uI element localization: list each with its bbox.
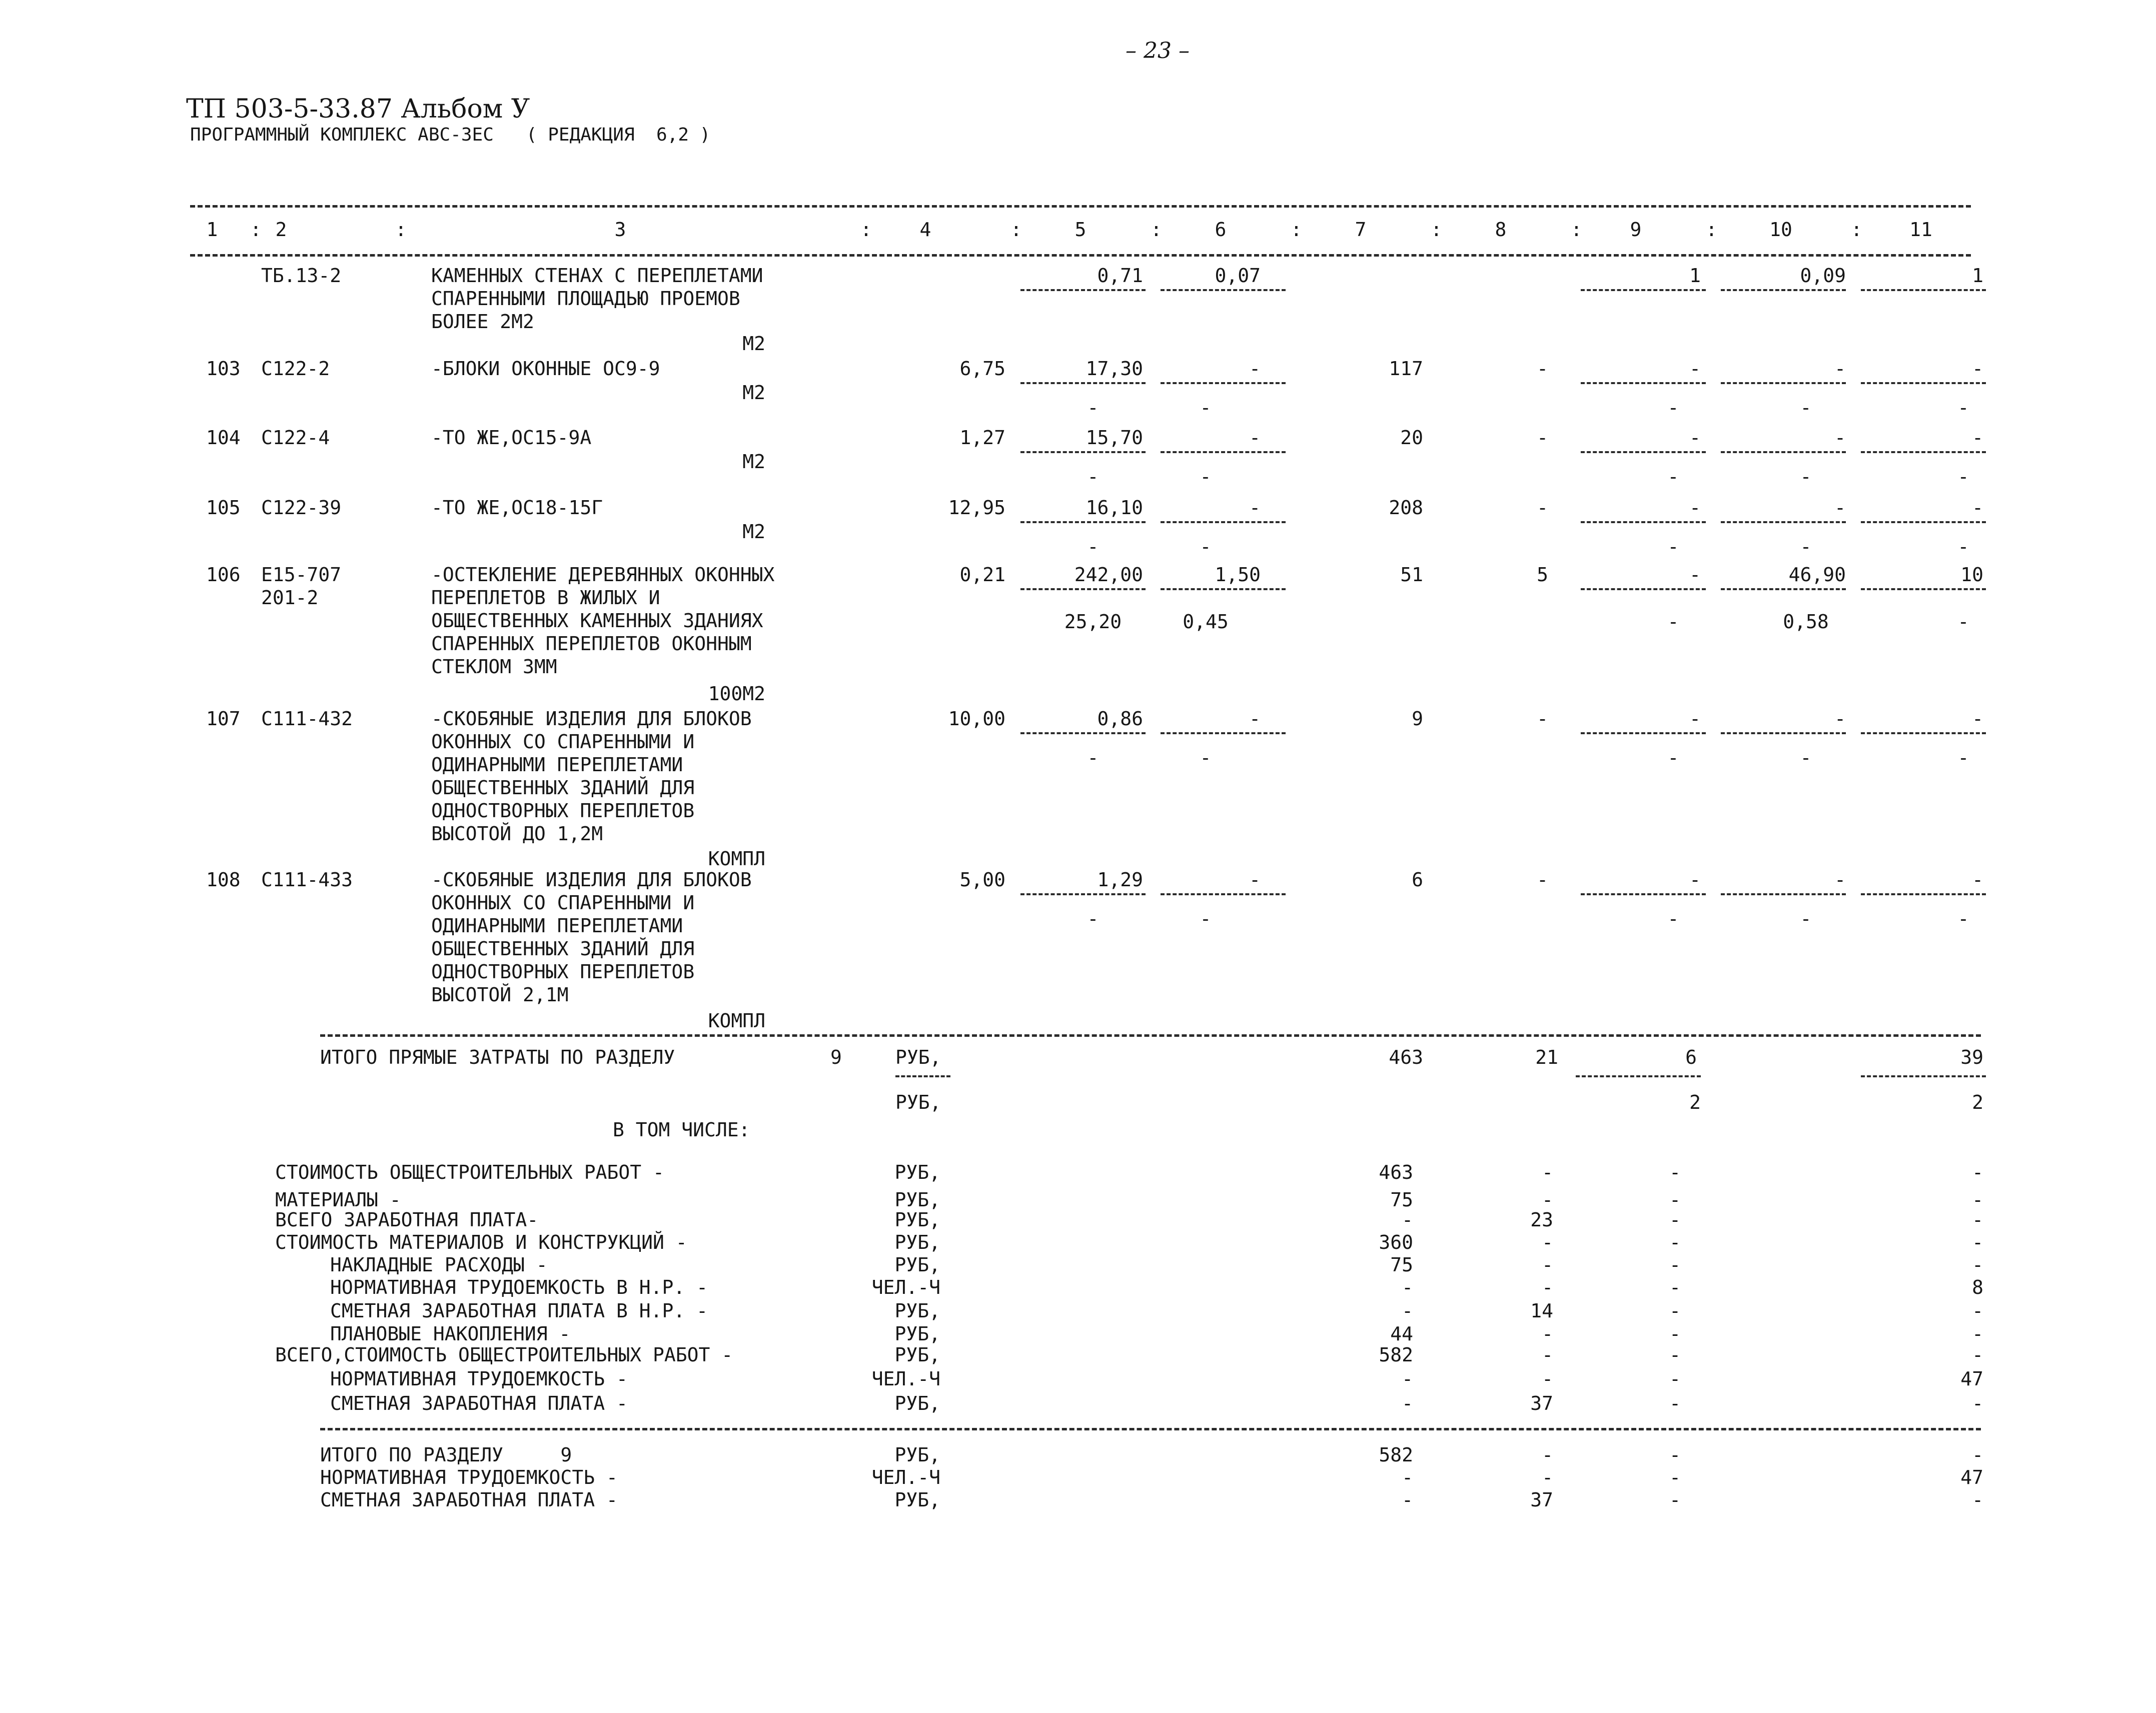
breakdown-cost: 463	[1379, 1161, 1413, 1183]
section-total-col9-bottom: 2	[1689, 1091, 1701, 1113]
row-col11: -	[1972, 427, 1983, 449]
row-description: ВЫСОТОЙ ДО 1,2М	[431, 823, 603, 845]
row-unit: М2	[742, 333, 765, 355]
row-number: 103	[206, 358, 241, 380]
row-unit-cost-2: -	[1249, 869, 1261, 891]
row-col10-bottom: -	[1800, 466, 1812, 488]
row-unit-cost: 242,00	[1074, 564, 1143, 586]
cell-divider	[1020, 732, 1146, 734]
cell-divider	[1161, 289, 1286, 291]
cell-divider	[1020, 588, 1146, 590]
program-line: ПРОГРАММНЫЙ КОМПЛЕКС АВС-3ЕС ( РЕДАКЦИЯ 6,2 )	[190, 125, 711, 145]
final-total-col11: -	[1972, 1489, 1983, 1511]
final-total-col9: -	[1669, 1444, 1681, 1466]
breakdown-label: ВСЕГО,СТОИМОСТЬ ОБЩЕСТРОИТЕЛЬНЫХ РАБОТ -	[275, 1344, 733, 1366]
row-total-wage: 5	[1537, 564, 1548, 586]
column-separator: :	[1851, 219, 1862, 241]
row-unit-cost: 16,10	[1086, 497, 1143, 519]
row-unit-cost-wage-2: -	[1200, 397, 1212, 419]
column-header-7: 7	[1355, 219, 1367, 241]
cell-divider	[1161, 893, 1286, 895]
cell-divider	[1721, 451, 1846, 453]
final-total-unit: ЧЕЛ.-Ч	[871, 1466, 940, 1488]
final-total-col11: -	[1972, 1444, 1983, 1466]
cell-divider	[1020, 289, 1146, 291]
row-description: ОБЩЕСТВЕННЫХ КАМЕННЫХ ЗДАНИЯХ	[431, 610, 763, 632]
cell-divider	[1161, 382, 1286, 384]
final-total-label: НОРМАТИВНАЯ ТРУДОЕМКОСТЬ -	[320, 1466, 618, 1488]
row-unit-cost-wage: -	[1087, 397, 1099, 419]
breakdown-col9: -	[1669, 1189, 1681, 1211]
cell-divider	[1721, 289, 1846, 291]
row-description: -ТО ЖЕ,ОС15-9А	[431, 427, 592, 449]
breakdown-label: ВСЕГО ЗАРАБОТНАЯ ПЛАТА-	[275, 1209, 539, 1231]
row-unit-cost-2: -	[1249, 708, 1261, 730]
row-total-cost: 117	[1389, 358, 1423, 380]
header-rule-bottom	[190, 254, 1971, 257]
row-col11-bottom: -	[1957, 611, 1969, 633]
breakdown-col9: -	[1669, 1300, 1681, 1322]
row-description: ПЕРЕПЛЕТОВ В ЖИЛЫХ И	[431, 587, 660, 609]
row-code: С111-432	[261, 708, 353, 730]
cell-divider	[1581, 732, 1706, 734]
breakdown-unit: ЧЕЛ.-Ч	[871, 1276, 940, 1298]
final-total-unit: РУБ,	[894, 1444, 940, 1466]
row-description: КАМЕННЫХ СТЕНАХ С ПЕРЕПЛЕТАМИ	[431, 265, 763, 287]
row-col10: -	[1834, 708, 1846, 730]
row-col9: -	[1689, 497, 1701, 519]
final-total-col9: -	[1669, 1466, 1681, 1488]
row-description: ОДНОСТВОРНЫХ ПЕРЕПЛЕТОВ	[431, 800, 695, 822]
breakdown-col9: -	[1669, 1323, 1681, 1345]
row-unit-cost-2: 1,50	[1215, 564, 1261, 586]
breakdown-unit: ЧЕЛ.-Ч	[871, 1368, 940, 1390]
cell-divider	[1581, 521, 1706, 523]
row-code: Е15-707	[261, 564, 342, 586]
cell-divider	[1581, 382, 1706, 384]
row-col10: -	[1834, 497, 1846, 519]
row-col10: -	[1834, 358, 1846, 380]
row-col11-bottom: -	[1957, 466, 1969, 488]
breakdown-wage: -	[1542, 1323, 1553, 1345]
row-col11-bottom: -	[1957, 908, 1969, 930]
column-header-11: 11	[1909, 219, 1932, 241]
cell-divider	[1721, 382, 1846, 384]
row-code: ТБ.13-2	[261, 265, 342, 287]
row-unit-cost-wage: -	[1087, 747, 1099, 769]
breakdown-col11: -	[1972, 1323, 1983, 1345]
row-col11: 1	[1972, 265, 1983, 287]
row-col11: -	[1972, 708, 1983, 730]
column-header-4: 4	[919, 219, 931, 241]
section-total-cost: 463	[1389, 1046, 1423, 1068]
row-number: 105	[206, 497, 241, 519]
row-unit-cost-wage: -	[1087, 536, 1099, 558]
row-description: СПАРЕННЫХ ПЕРЕПЛЕТОВ ОКОННЫМ	[431, 633, 752, 655]
row-description: БОЛЕЕ 2М2	[431, 311, 534, 333]
breakdown-cost: 75	[1390, 1189, 1413, 1211]
row-unit-cost-wage-2: 0,45	[1183, 611, 1229, 633]
row-col11-bottom: -	[1957, 536, 1969, 558]
row-unit-cost-wage-2: -	[1200, 466, 1212, 488]
breakdown-wage: -	[1542, 1161, 1553, 1183]
row-total-cost: 208	[1389, 497, 1423, 519]
breakdown-col9: -	[1669, 1231, 1681, 1253]
breakdown-wage: -	[1542, 1276, 1553, 1298]
breakdown-unit: РУБ,	[894, 1344, 940, 1366]
breakdown-cost: 75	[1390, 1254, 1413, 1276]
breakdown-unit: РУБ,	[894, 1209, 940, 1231]
row-description: СПАРЕННЫМИ ПЛОЩАДЬЮ ПРОЕМОВ	[431, 288, 740, 310]
row-unit: М2	[742, 521, 765, 543]
breakdown-col11: -	[1972, 1392, 1983, 1414]
section-total-col11: 39	[1960, 1046, 1983, 1068]
breakdown-wage: -	[1542, 1368, 1553, 1390]
column-separator: :	[1291, 219, 1302, 241]
row-col9: 1	[1689, 265, 1701, 287]
row-description: ОДИНАРНЫМИ ПЕРЕПЛЕТАМИ	[431, 754, 683, 776]
row-total-wage: -	[1537, 427, 1548, 449]
row-unit: 100М2	[708, 683, 765, 705]
row-quantity: 12,95	[948, 497, 1005, 519]
row-description: -СКОБЯНЫЕ ИЗДЕЛИЯ ДЛЯ БЛОКОВ	[431, 869, 752, 891]
final-total-wage: 37	[1530, 1489, 1553, 1511]
row-description: ОДИНАРНЫМИ ПЕРЕПЛЕТАМИ	[431, 915, 683, 937]
row-col9-bottom: -	[1667, 536, 1679, 558]
row-unit: КОМПЛ	[708, 1010, 765, 1032]
breakdown-label: СТОИМОСТЬ ОБЩЕСТРОИТЕЛЬНЫХ РАБОТ -	[275, 1161, 664, 1183]
row-col9: -	[1689, 708, 1701, 730]
cell-divider	[1861, 588, 1986, 590]
breakdown-col9: -	[1669, 1392, 1681, 1414]
breakdown-unit: РУБ,	[894, 1231, 940, 1253]
breakdown-wage: 37	[1530, 1392, 1553, 1414]
row-col10: 46,90	[1788, 564, 1846, 586]
row-quantity: 5,00	[959, 869, 1005, 891]
row-unit-cost-wage: -	[1087, 466, 1099, 488]
column-header-2: 2	[275, 219, 287, 241]
row-unit-cost-wage: 25,20	[1064, 611, 1122, 633]
breakdown-col9: -	[1669, 1368, 1681, 1390]
section-total-label: ИТОГО ПРЯМЫЕ ЗАТРАТЫ ПО РАЗДЕЛУ	[320, 1046, 675, 1068]
row-col9-bottom: -	[1667, 908, 1679, 930]
breakdown-label: НАКЛАДНЫЕ РАСХОДЫ -	[330, 1254, 548, 1276]
breakdown-col9: -	[1669, 1344, 1681, 1366]
breakdown-col9: -	[1669, 1276, 1681, 1298]
breakdown-wage: -	[1542, 1231, 1553, 1253]
breakdown-label: СМЕТНАЯ ЗАРАБОТНАЯ ПЛАТА -	[330, 1392, 628, 1414]
cell-divider	[1020, 451, 1146, 453]
cell-divider	[1861, 382, 1986, 384]
breakdown-cost: -	[1402, 1300, 1413, 1322]
column-separator: :	[250, 219, 262, 241]
row-col10-bottom: -	[1800, 908, 1812, 930]
breakdown-unit: РУБ,	[894, 1161, 940, 1183]
row-unit: М2	[742, 451, 765, 473]
row-total-cost: 20	[1400, 427, 1423, 449]
row-col9: -	[1689, 869, 1701, 891]
cell-divider	[1861, 732, 1986, 734]
cell-divider	[1581, 451, 1706, 453]
breakdown-col11: -	[1972, 1254, 1983, 1276]
final-rule	[320, 1428, 1981, 1430]
column-separator: :	[860, 219, 872, 241]
row-unit-cost-2: 0,07	[1215, 265, 1261, 287]
row-total-cost: 51	[1400, 564, 1423, 586]
cell-divider	[1161, 732, 1286, 734]
row-number: 104	[206, 427, 241, 449]
row-quantity: 1,27	[959, 427, 1005, 449]
section-total-col9: 6	[1685, 1046, 1697, 1068]
row-description: -ОСТЕКЛЕНИЕ ДЕРЕВЯННЫХ ОКОННЫХ	[431, 564, 775, 586]
row-unit-cost: 0,86	[1097, 708, 1143, 730]
row-col9: -	[1689, 564, 1701, 586]
row-quantity: 0,21	[959, 564, 1005, 586]
column-separator: :	[1571, 219, 1582, 241]
row-unit-cost-wage-2: -	[1200, 536, 1212, 558]
section-total-unit: РУБ,	[895, 1046, 941, 1068]
final-total-label: ИТОГО ПО РАЗДЕЛУ 9	[320, 1444, 572, 1466]
row-unit-cost-wage-2: -	[1200, 908, 1212, 930]
breakdown-wage: 14	[1530, 1300, 1553, 1322]
cell-divider	[1576, 1075, 1701, 1077]
final-total-cost: 582	[1379, 1444, 1413, 1466]
breakdown-col9: -	[1669, 1254, 1681, 1276]
row-description: -БЛОКИ ОКОННЫЕ ОС9-9	[431, 358, 660, 380]
cell-divider	[895, 1075, 950, 1077]
row-description: ВЫСОТОЙ 2,1М	[431, 984, 569, 1006]
row-unit-cost: 15,70	[1086, 427, 1143, 449]
row-col9: -	[1689, 358, 1701, 380]
breakdown-col11: -	[1972, 1344, 1983, 1366]
row-unit: М2	[742, 382, 765, 404]
row-col11: 10	[1960, 564, 1983, 586]
cell-divider	[1721, 893, 1846, 895]
breakdown-col11: -	[1972, 1231, 1983, 1253]
row-unit: КОМПЛ	[708, 848, 765, 870]
row-col9-bottom: -	[1667, 611, 1679, 633]
page-number: – 23 –	[1126, 38, 1190, 64]
breakdown-wage: -	[1542, 1254, 1553, 1276]
row-description: ОБЩЕСТВЕННЫХ ЗДАНИЙ ДЛЯ	[431, 938, 695, 960]
row-code: С122-2	[261, 358, 330, 380]
cell-divider	[1861, 1075, 1986, 1077]
cell-divider	[1861, 521, 1986, 523]
row-description: ОДНОСТВОРНЫХ ПЕРЕПЛЕТОВ	[431, 961, 695, 983]
row-total-cost: 9	[1412, 708, 1423, 730]
breakdown-unit: РУБ,	[894, 1392, 940, 1414]
final-total-col9: -	[1669, 1489, 1681, 1511]
column-header-8: 8	[1495, 219, 1507, 241]
row-unit-cost-wage: -	[1087, 908, 1099, 930]
breakdown-label: НОРМАТИВНАЯ ТРУДОЕМКОСТЬ В Н.Р. -	[330, 1276, 708, 1298]
section-total-unit-2: РУБ,	[895, 1091, 941, 1113]
row-description: ОБЩЕСТВЕННЫХ ЗДАНИЙ ДЛЯ	[431, 777, 695, 799]
row-col10-bottom: -	[1800, 397, 1812, 419]
row-total-wage: -	[1537, 869, 1548, 891]
breakdown-label: ПЛАНОВЫЕ НАКОПЛЕНИЯ -	[330, 1323, 571, 1345]
row-quantity: 6,75	[959, 358, 1005, 380]
row-unit-cost-wage-2: -	[1200, 747, 1212, 769]
breakdown-col11: 8	[1972, 1276, 1983, 1298]
row-col10-bottom: -	[1800, 536, 1812, 558]
breakdown-label: МАТЕРИАЛЫ -	[275, 1189, 401, 1211]
cell-divider	[1721, 732, 1846, 734]
cell-divider	[1020, 382, 1146, 384]
row-col9-bottom: -	[1667, 397, 1679, 419]
column-header-6: 6	[1215, 219, 1227, 241]
section-total-wage: 21	[1535, 1046, 1558, 1068]
final-total-unit: РУБ,	[894, 1489, 940, 1511]
row-description: СТЕКЛОМ 3ММ	[431, 656, 557, 678]
row-description: -ТО ЖЕ,ОС18-15Г	[431, 497, 603, 519]
row-col10-bottom: 0,58	[1783, 611, 1829, 633]
row-number: 107	[206, 708, 241, 730]
breakdown-label: НОРМАТИВНАЯ ТРУДОЕМКОСТЬ -	[330, 1368, 628, 1390]
column-header-1: 1	[206, 219, 218, 241]
row-total-wage: -	[1537, 708, 1548, 730]
row-total-wage: -	[1537, 358, 1548, 380]
row-col9-bottom: -	[1667, 466, 1679, 488]
row-quantity: 10,00	[948, 708, 1005, 730]
section-total-col11-bottom: 2	[1972, 1091, 1983, 1113]
cell-divider	[1020, 893, 1146, 895]
row-col11-bottom: -	[1957, 747, 1969, 769]
row-total-wage: -	[1537, 497, 1548, 519]
breakdown-cost: -	[1402, 1209, 1413, 1231]
row-col11-bottom: -	[1957, 397, 1969, 419]
breakdown-cost: 582	[1379, 1344, 1413, 1366]
breakdown-col11: -	[1972, 1161, 1983, 1183]
breakdown-col11: 47	[1960, 1368, 1983, 1390]
column-separator: :	[1431, 219, 1442, 241]
breakdown-cost: 360	[1379, 1231, 1413, 1253]
breakdown-unit: РУБ,	[894, 1323, 940, 1345]
row-col9: -	[1689, 427, 1701, 449]
row-col10-bottom: -	[1800, 747, 1812, 769]
breakdown-cost: -	[1402, 1392, 1413, 1414]
cell-divider	[1581, 289, 1706, 291]
row-code: С122-4	[261, 427, 330, 449]
breakdown-col9: -	[1669, 1161, 1681, 1183]
column-separator: :	[1010, 219, 1022, 241]
row-col9-bottom: -	[1667, 747, 1679, 769]
cell-divider	[1581, 588, 1706, 590]
doc-title: ТП 503-5-33.87 Альбом У	[186, 94, 530, 124]
cell-divider	[1721, 588, 1846, 590]
breakdown-unit: РУБ,	[894, 1300, 940, 1322]
cell-divider	[1161, 451, 1286, 453]
breakdown-label: СМЕТНАЯ ЗАРАБОТНАЯ ПЛАТА В Н.Р. -	[330, 1300, 708, 1322]
breakdown-col9: -	[1669, 1209, 1681, 1231]
breakdown-wage: -	[1542, 1189, 1553, 1211]
breakdown-unit: РУБ,	[894, 1254, 940, 1276]
row-col10: -	[1834, 869, 1846, 891]
column-separator: :	[1151, 219, 1162, 241]
row-unit-cost: 0,71	[1097, 265, 1143, 287]
row-code: С122-39	[261, 497, 342, 519]
row-unit-cost-2: -	[1249, 497, 1261, 519]
cell-divider	[1861, 893, 1986, 895]
row-col10: 0,09	[1800, 265, 1846, 287]
section-rule	[320, 1034, 1981, 1037]
final-total-label: СМЕТНАЯ ЗАРАБОТНАЯ ПЛАТА -	[320, 1489, 618, 1511]
row-description: ОКОННЫХ СО СПАРЕННЫМИ И	[431, 731, 695, 753]
final-total-wage: -	[1542, 1466, 1553, 1488]
cell-divider	[1020, 521, 1146, 523]
breakdown-col11: -	[1972, 1300, 1983, 1322]
column-header-9: 9	[1630, 219, 1642, 241]
row-col11: -	[1972, 358, 1983, 380]
cell-divider	[1161, 588, 1286, 590]
row-unit-cost: 1,29	[1097, 869, 1143, 891]
breakdown-wage: -	[1542, 1344, 1553, 1366]
row-unit-cost-2: -	[1249, 427, 1261, 449]
breakdown-col11: -	[1972, 1189, 1983, 1211]
column-header-3: 3	[614, 219, 626, 241]
column-header-10: 10	[1769, 219, 1792, 241]
column-separator: :	[1706, 219, 1717, 241]
final-total-wage: -	[1542, 1444, 1553, 1466]
breakdown-cost: -	[1402, 1276, 1413, 1298]
row-description: -СКОБЯНЫЕ ИЗДЕЛИЯ ДЛЯ БЛОКОВ	[431, 708, 752, 730]
breakdown-label: СТОИМОСТЬ МАТЕРИАЛОВ И КОНСТРУКЦИЙ -	[275, 1231, 687, 1253]
row-code: 201-2	[261, 587, 319, 609]
cell-divider	[1861, 289, 1986, 291]
column-header-5: 5	[1074, 219, 1087, 241]
row-code: С111-433	[261, 869, 353, 891]
cell-divider	[1721, 521, 1846, 523]
cell-divider	[1861, 451, 1986, 453]
row-col10: -	[1834, 427, 1846, 449]
row-number: 108	[206, 869, 241, 891]
cell-divider	[1161, 521, 1286, 523]
final-total-cost: -	[1402, 1466, 1413, 1488]
including-label: В ТОМ ЧИСЛЕ:	[613, 1119, 750, 1141]
column-separator: :	[395, 219, 407, 241]
cell-divider	[1581, 893, 1706, 895]
header-rule-top	[190, 205, 1971, 208]
breakdown-unit: РУБ,	[894, 1189, 940, 1211]
row-unit-cost: 17,30	[1086, 358, 1143, 380]
row-col11: -	[1972, 869, 1983, 891]
final-total-cost: -	[1402, 1489, 1413, 1511]
row-number: 106	[206, 564, 241, 586]
row-description: ОКОННЫХ СО СПАРЕННЫМИ И	[431, 892, 695, 914]
section-total-number: 9	[830, 1046, 842, 1068]
breakdown-wage: 23	[1530, 1209, 1553, 1231]
breakdown-cost: -	[1402, 1368, 1413, 1390]
row-unit-cost-2: -	[1249, 358, 1261, 380]
row-total-cost: 6	[1412, 869, 1423, 891]
breakdown-col11: -	[1972, 1209, 1983, 1231]
row-col11: -	[1972, 497, 1983, 519]
final-total-col11: 47	[1960, 1466, 1983, 1488]
breakdown-cost: 44	[1390, 1323, 1413, 1345]
